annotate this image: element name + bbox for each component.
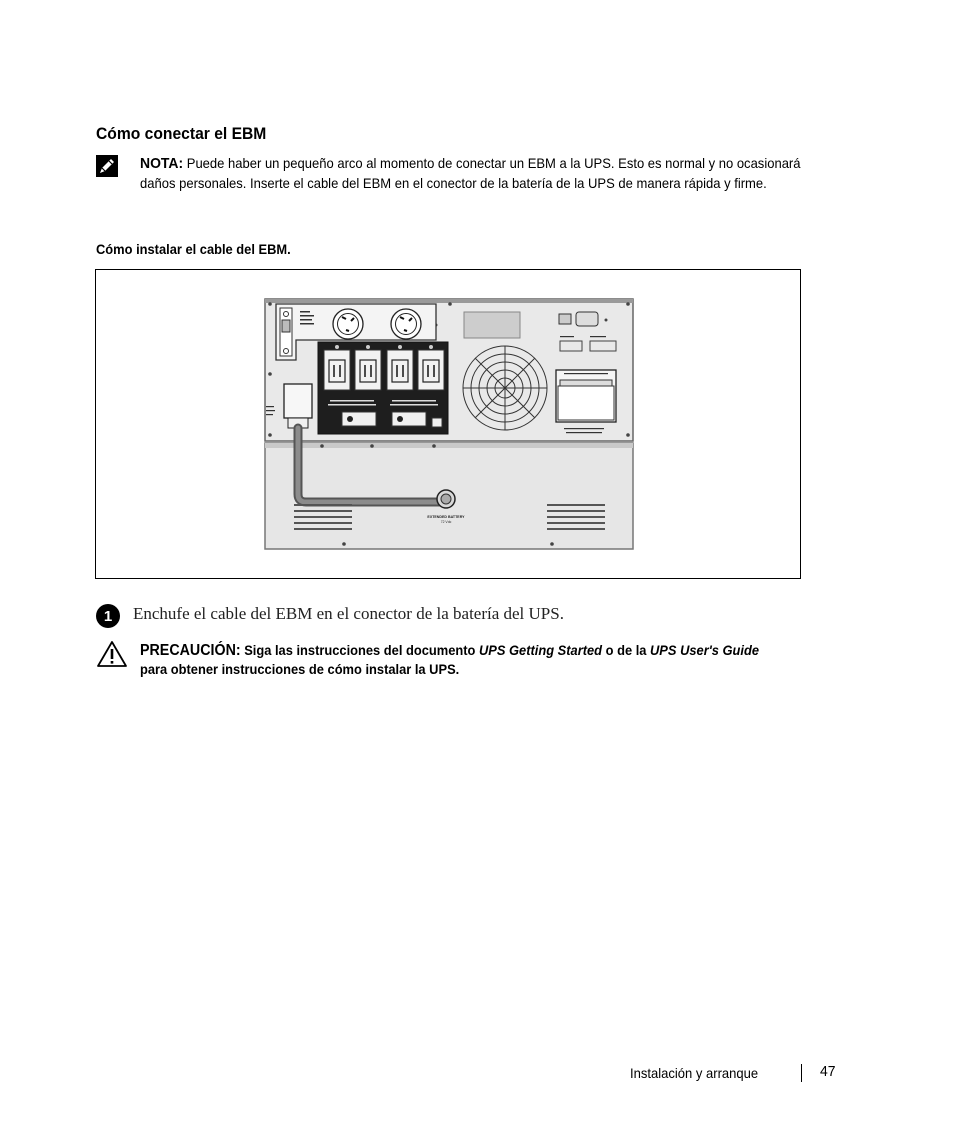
caution-text-b: o de la xyxy=(602,642,651,658)
step-number-badge: 1 xyxy=(96,604,120,628)
ebm-voltage-label: 72 Vdc xyxy=(440,520,452,524)
ups-rear-panel-illustration xyxy=(264,298,634,553)
note-paragraph xyxy=(140,154,810,193)
caution-text-a: Siga las instrucciones del documento xyxy=(240,642,479,658)
warning-triangle-icon xyxy=(96,640,128,668)
caution-label: PRECAUCIÓN: xyxy=(140,642,241,659)
step-instruction: Enchufe el cable del EBM en el conector de la batería del UPS. xyxy=(133,604,564,623)
figure-caption: Cómo instalar el cable del EBM. xyxy=(96,241,291,257)
footer-separator xyxy=(801,1064,802,1082)
caution-doc-users-guide: UPS User's Guide xyxy=(650,642,760,658)
section-title: Cómo conectar el EBM xyxy=(96,124,267,143)
note-body: Puede haber un pequeño arco al momento de conectar un EBM a la UPS. Esto es normal y no ocasionará daños personales. Inserte el cable del EBM en el conector de la batería de la UPS de manera rápida y firme. xyxy=(140,155,801,191)
caution-paragraph xyxy=(140,641,784,679)
figure-frame xyxy=(95,269,801,579)
caution-doc-getting-started: UPS Getting Started xyxy=(478,642,603,658)
caution-text-c: para obtener instrucciones de cómo instalar la UPS. xyxy=(140,661,460,677)
footer-section-name: Instalación y arranque xyxy=(630,1065,759,1081)
note-label: NOTA: xyxy=(140,155,184,172)
page-number: 47 xyxy=(820,1063,836,1080)
pencil-note-icon xyxy=(95,154,119,178)
ebm-connector-label: EXTENDED BATTERY xyxy=(427,515,465,519)
